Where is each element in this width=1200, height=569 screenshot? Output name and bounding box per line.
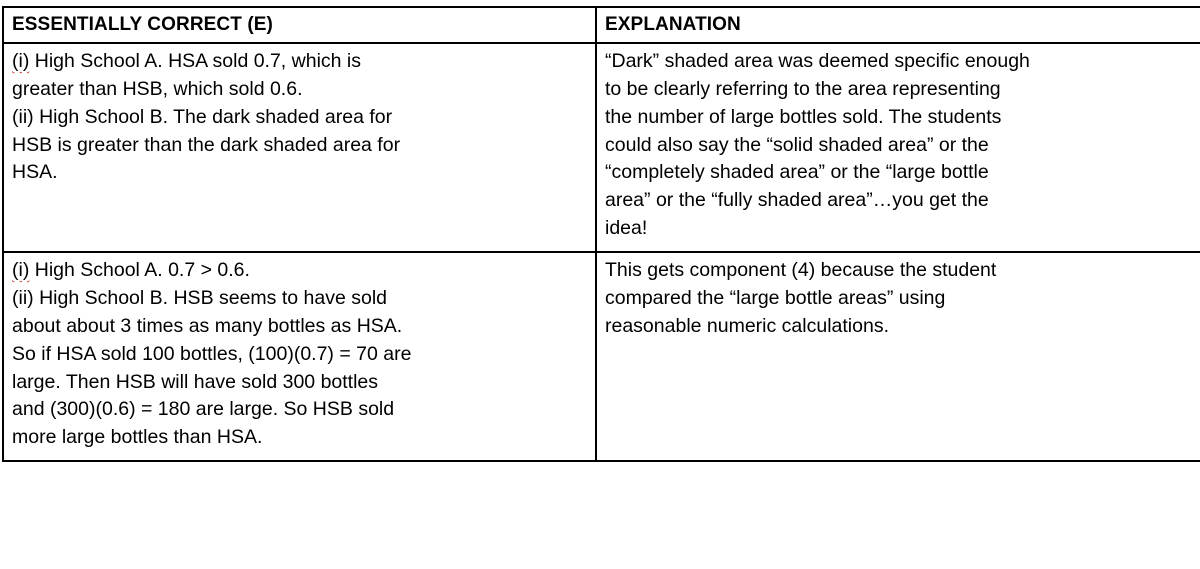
text-line: reasonable numeric calculations. [605, 314, 889, 337]
text-line: (i) High School A. HSA sold 0.7, which is [12, 49, 361, 72]
table-header-row [3, 7, 1200, 43]
header-label-explanation: EXPLANATION [605, 14, 741, 35]
text-line: about about 3 times as many bottles as HSA. [12, 314, 403, 337]
row-1-response-cell [3, 43, 596, 252]
text-line: could also say the “solid shaded area” or the [605, 133, 989, 156]
text-line: and (300)(0.6) = 180 are large. So HSB sold [12, 398, 395, 421]
text-line: “completely shaded area” or the “large bottle [605, 161, 989, 184]
text-line: HSB is greater than the dark shaded area for [12, 133, 401, 156]
text-line: to be clearly referring to the area representing [605, 77, 1001, 100]
row-1-response-text [12, 48, 587, 187]
text-line: large. Then HSB will have sold 300 bottles [12, 370, 379, 393]
text-line: HSA. [12, 161, 58, 184]
text-line: (ii) High School B. HSB seems to have sold [12, 286, 387, 309]
row-2-response-text [12, 257, 587, 452]
row-1-explanation-text [605, 48, 1200, 243]
text-line: idea! [605, 217, 648, 240]
text-line: (i) High School A. 0.7 > 0.6. [12, 259, 250, 281]
text-line: the number of large bottles sold. The students [605, 105, 1002, 128]
table-row [3, 43, 1200, 252]
text-line: This gets component (4) because the student [605, 259, 997, 281]
row-1-explanation-cell [596, 43, 1200, 252]
text-line: compared the “large bottle areas” using [605, 286, 946, 309]
table-row [3, 252, 1200, 461]
rubric-table [2, 6, 1200, 462]
row-2-response-cell [3, 252, 596, 461]
text-line: “Dark” shaded area was deemed specific enough [605, 49, 1030, 72]
text-line: So if HSA sold 100 bottles, (100)(0.7) = 70 are [12, 342, 412, 365]
header-cell-explanation [596, 7, 1200, 43]
text-line: (ii) High School B. The dark shaded area for [12, 105, 393, 128]
header-cell-essentially-correct [3, 7, 596, 43]
text-line: greater than HSB, which sold 0.6. [12, 77, 303, 100]
document-page [0, 6, 1200, 569]
text-line: area” or the “fully shaded area”…you get the [605, 189, 989, 212]
row-2-explanation-text [605, 257, 1200, 341]
row-2-explanation-cell [596, 252, 1200, 461]
header-label-essentially-correct: ESSENTIALLY CORRECT (E) [12, 14, 273, 35]
text-line: more large bottles than HSA. [12, 426, 263, 449]
